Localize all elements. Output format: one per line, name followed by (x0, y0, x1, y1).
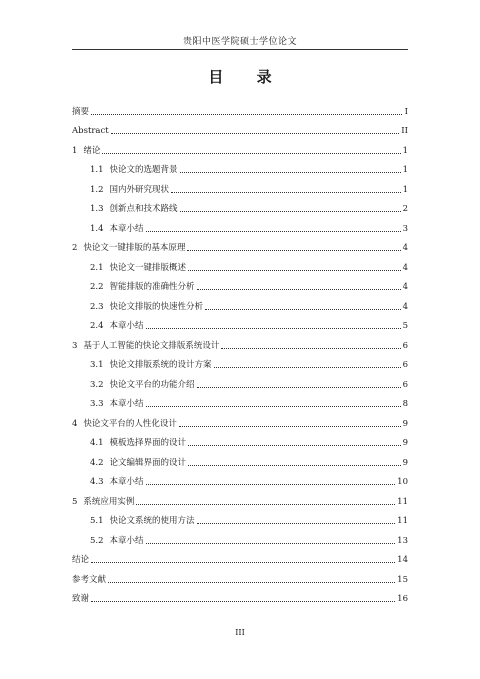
toc-entry-number: 2.2 (90, 282, 104, 292)
toc-entry-title: 本章小结 (109, 399, 144, 409)
toc-dot-leader (108, 581, 395, 583)
toc-dot-leader (180, 171, 401, 173)
toc-entry[interactable] (72, 136, 408, 156)
toc-entry-label (72, 419, 177, 429)
toc-entry-title: 模板选择界面的设计 (109, 438, 187, 448)
toc-entry-page: 4 (402, 301, 408, 312)
toc-entry-label (90, 438, 186, 448)
toc-entry-page: 9 (402, 457, 408, 468)
toc-entry-label (72, 126, 109, 136)
toc-entry[interactable] (72, 507, 408, 527)
toc-entry-label (72, 497, 134, 507)
toc-entry-title: 基于人工智能的快论文排版系统设计 (83, 340, 220, 351)
toc-entry-label (72, 555, 89, 565)
toc-dot-leader (180, 210, 401, 212)
toc-entry-title: Abstract (72, 126, 109, 136)
toc-entry-number: 5 (72, 496, 78, 507)
toc-entry[interactable] (72, 117, 408, 137)
toc-entry-number: 1 (72, 145, 78, 156)
toc-entry-number: 1.1 (90, 165, 104, 175)
toc-entry[interactable] (72, 214, 408, 234)
toc-entry-label (90, 516, 195, 526)
toc-entry-label (72, 575, 106, 585)
toc-dot-leader (188, 269, 401, 271)
toc-dot-leader (91, 600, 395, 602)
toc-dot-leader (221, 347, 400, 349)
toc-dot-leader (188, 444, 401, 446)
toc-entry-number: 4.1 (90, 438, 104, 448)
toc-entry-title: 快论文排版的快速性分析 (109, 301, 204, 312)
toc-entry-page: I (404, 106, 408, 117)
toc-entry-title: 快论文系统的使用方法 (109, 516, 195, 526)
toc-entry-page: 14 (397, 555, 408, 565)
toc-entry-label (90, 321, 144, 331)
toc-entry[interactable] (72, 234, 408, 254)
toc-dot-leader (179, 425, 401, 427)
toc-entry-number: 3.3 (90, 399, 104, 409)
toc-entry-title: 本章小结 (109, 321, 144, 331)
toc-entry-page: 10 (397, 477, 408, 487)
toc-entry-label (72, 146, 100, 156)
toc-entry[interactable] (72, 448, 408, 468)
toc-dot-leader (171, 191, 401, 193)
toc-entry[interactable] (72, 351, 408, 371)
toc-dot-leader (136, 503, 395, 505)
toc-entry-page: 4 (402, 282, 408, 292)
toc-entry-page: 1 (402, 145, 408, 156)
toc-dot-leader (205, 308, 401, 310)
toc-entry-label (90, 165, 178, 175)
toc-entry-number: 3 (72, 340, 78, 351)
toc-entry-label (72, 341, 219, 351)
toc-entry-label (90, 458, 186, 468)
toc-entry-label (72, 107, 89, 117)
toc-entry[interactable] (72, 468, 408, 488)
running-header: 贵阳中医学院硕士学位论文 (182, 37, 297, 47)
toc-entry[interactable] (72, 585, 408, 605)
toc-entry-label (90, 399, 144, 409)
toc-entry-title: 本章小结 (109, 477, 144, 487)
toc-entry-title: 摘要 (72, 106, 90, 117)
toc-entry[interactable] (72, 390, 408, 410)
toc-entry-page: 11 (397, 496, 408, 507)
toc-entry-title: 本章小结 (109, 223, 144, 234)
toc-entry-number: 4.3 (90, 477, 104, 487)
toc-entry-title: 快论文平台的人性化设计 (83, 418, 177, 429)
toc-entry-label (90, 224, 144, 234)
toc-entry-title: 快论文平台的功能介绍 (109, 379, 195, 390)
toc-entry-title: 本章小结 (109, 535, 144, 546)
toc-entry-label (90, 477, 144, 487)
toc-dot-leader (146, 230, 401, 232)
toc-entry[interactable] (72, 312, 408, 332)
toc-entry-label (90, 204, 178, 214)
toc-entry-page: 11 (397, 516, 408, 526)
toc-dot-leader (188, 464, 401, 466)
toc-entry[interactable] (72, 546, 408, 566)
toc-entry-page: 1 (402, 165, 408, 175)
toc-entry[interactable] (72, 195, 408, 215)
toc-entry[interactable] (72, 526, 408, 546)
toc-entry-number: 2.4 (90, 321, 104, 331)
toc-entry-label (90, 380, 195, 390)
toc-entry-number: 1.3 (90, 204, 104, 214)
toc-entry[interactable] (72, 156, 408, 176)
toc-entry-number: 2.3 (90, 301, 104, 312)
toc-entry-label (90, 302, 203, 312)
toc-entry-page: II (401, 126, 408, 136)
toc-entry-number: 1.4 (90, 223, 104, 234)
toc-entry-title: 创新点和技术路线 (109, 204, 178, 214)
toc-entry-title: 论文编辑界面的设计 (109, 457, 187, 468)
toc-entry[interactable] (72, 331, 408, 351)
toc-entry-page: 5 (402, 321, 408, 331)
toc-entry[interactable] (72, 175, 408, 195)
toc-entry-title: 绪论 (83, 145, 101, 156)
toc-entry[interactable] (72, 409, 408, 429)
toc-entry-page: 16 (397, 594, 408, 604)
toc-entry[interactable] (72, 253, 408, 273)
toc-entry[interactable] (72, 487, 408, 507)
toc-dot-leader (146, 405, 401, 407)
toc-entry-page: 9 (402, 418, 408, 429)
toc-entry-title: 快论文一键排版的基本原理 (83, 243, 186, 253)
toc-dot-leader (197, 386, 401, 388)
toc-dot-leader (146, 542, 396, 544)
toc-entry-label (90, 360, 212, 370)
toc-entry-number: 4.2 (90, 457, 104, 468)
toc-entry-page: 15 (397, 574, 408, 585)
toc-dot-leader (214, 366, 401, 368)
table-of-contents (72, 97, 408, 604)
toc-dot-leader (102, 152, 400, 154)
toc-entry-page: 13 (397, 535, 408, 546)
toc-entry-number: 1.2 (90, 184, 104, 195)
toc-entry-title: 快论文排版系统的设计方案 (109, 360, 212, 370)
toc-entry-number: 3.2 (90, 379, 104, 390)
toc-entry-label (72, 243, 185, 253)
toc-entry-label (90, 282, 195, 292)
toc-entry-page: 6 (402, 360, 408, 370)
toc-dot-leader (146, 327, 401, 329)
toc-entry-label (90, 185, 169, 195)
toc-entry-number: 3.1 (90, 360, 104, 370)
toc-entry-title: 国内外研究现状 (109, 184, 170, 195)
toc-entry-title: 快论文的选题背景 (109, 165, 178, 175)
toc-dot-leader (91, 113, 402, 115)
toc-entry-number: 2.1 (90, 262, 104, 273)
toc-entry-title: 致谢 (72, 594, 90, 604)
toc-entry-page: 9 (402, 438, 408, 448)
toc-entry-title: 参考文献 (72, 574, 107, 585)
toc-entry-number: 5.1 (90, 516, 104, 526)
page-number: III (235, 628, 245, 637)
toc-entry-page: 2 (402, 204, 408, 214)
toc-entry-label (90, 536, 144, 546)
toc-entry[interactable] (72, 273, 408, 293)
toc-dot-leader (111, 132, 400, 134)
toc-dot-leader (146, 483, 396, 485)
toc-entry-page: 6 (402, 340, 408, 351)
toc-dot-leader (197, 288, 401, 290)
toc-dot-leader (187, 249, 400, 251)
toc-entry-page: 6 (402, 379, 408, 390)
toc-entry-page: 4 (402, 262, 408, 273)
toc-entry[interactable] (72, 429, 408, 449)
toc-entry-label (90, 263, 186, 273)
toc-entry-page: 4 (402, 243, 408, 253)
toc-entry-number: 4 (72, 418, 78, 429)
toc-entry-title: 系统应用实例 (83, 496, 135, 507)
toc-entry[interactable] (72, 97, 408, 117)
toc-entry[interactable] (72, 292, 408, 312)
toc-entry-page: 1 (402, 184, 408, 195)
toc-entry-number: 5.2 (90, 535, 104, 546)
toc-title: 目 录 (208, 68, 286, 86)
toc-entry[interactable] (72, 565, 408, 585)
toc-dot-leader (197, 522, 396, 524)
toc-entry-title: 快论文一键排版概述 (109, 262, 187, 273)
toc-entry-title: 智能排版的准确性分析 (109, 282, 195, 292)
header-rule (72, 49, 408, 50)
toc-entry-page: 3 (402, 223, 408, 234)
toc-entry-page: 8 (402, 399, 408, 409)
toc-entry-label (72, 594, 89, 604)
toc-entry-title: 结论 (72, 555, 90, 565)
toc-dot-leader (91, 561, 395, 563)
toc-entry[interactable] (72, 370, 408, 390)
toc-entry-number: 2 (72, 243, 78, 253)
